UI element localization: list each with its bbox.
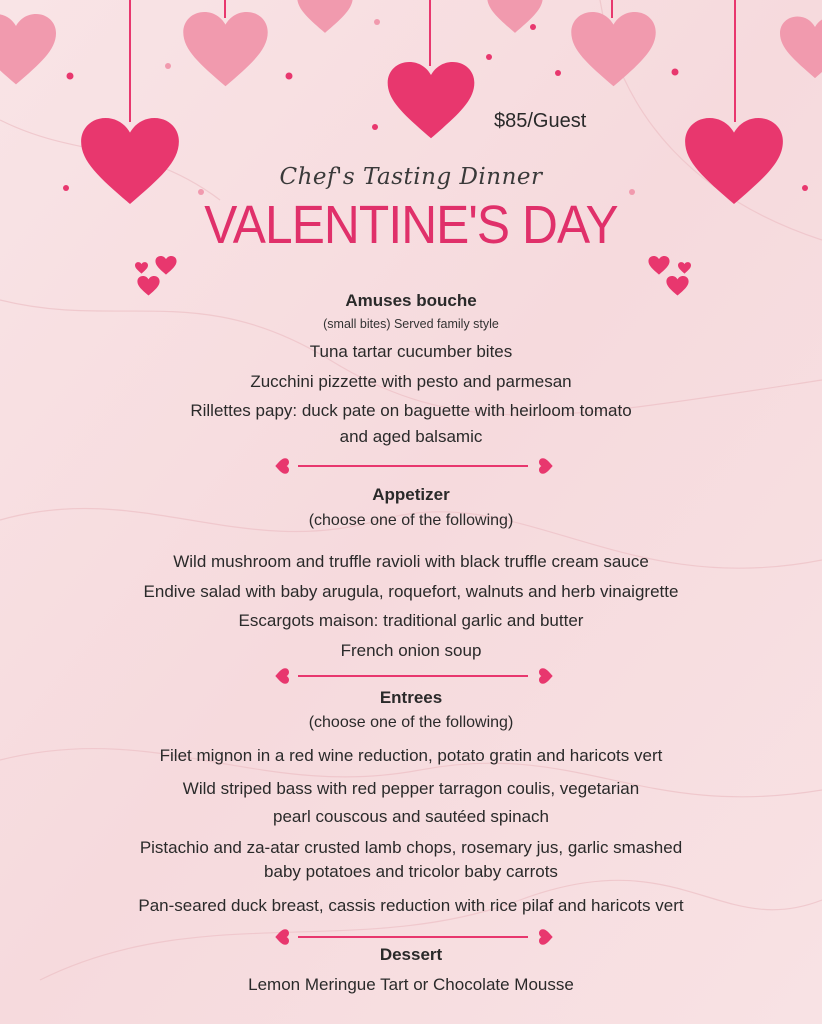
- menu-item: Endive salad with baby arugula, roquefort, walnuts and herb vinaigrette: [143, 582, 679, 601]
- section-heading-entrees: Entrees: [379, 688, 443, 707]
- menu-title: VALENTINE'S DAY: [204, 195, 618, 255]
- menu-item: Pistachio and za-atar crusted lamb chops, rosemary jus, garlic smashed: [139, 838, 683, 857]
- section-note-entrees: (choose one of the following): [308, 714, 514, 731]
- menu-item: Escargots maison: traditional garlic and butter: [238, 611, 584, 630]
- section-heading-amuses: Amuses bouche: [345, 291, 477, 310]
- section-heading-appetizer: Appetizer: [372, 485, 450, 504]
- menu-item: Zucchini pizzette with pesto and parmesan: [250, 372, 572, 391]
- divider-ornament: [270, 927, 560, 947]
- section-heading-dessert: Dessert: [379, 945, 443, 964]
- section-note-amuses: (small bites) Served family style: [323, 317, 499, 331]
- menu-item: Tuna tartar cucumber bites: [309, 342, 513, 361]
- menu-item: and aged balsamic: [339, 427, 483, 446]
- divider-ornament: [270, 666, 560, 686]
- menu-item: Rillettes papy: duck pate on baguette with heirloom tomato: [190, 401, 632, 420]
- menu-subtitle: Chef's Tasting Dinner: [279, 164, 543, 190]
- menu-title-wrap: [0, 194, 822, 256]
- menu-item: baby potatoes and tricolor baby carrots: [264, 862, 558, 881]
- menu-item: Wild striped bass with red pepper tarragon coulis, vegetarian: [182, 779, 640, 798]
- price-label: $85/Guest: [494, 110, 587, 132]
- menu-item: Wild mushroom and truffle ravioli with black truffle cream sauce: [173, 552, 649, 571]
- divider-ornament: [270, 456, 560, 476]
- menu-item: Filet mignon in a red wine reduction, potato gratin and haricots vert: [159, 746, 663, 765]
- menu-item: Pan-seared duck breast, cassis reduction with rice pilaf and haricots vert: [138, 896, 684, 915]
- menu-item: French onion soup: [340, 641, 482, 660]
- menu-item: Lemon Meringue Tart or Chocolate Mousse: [248, 975, 574, 994]
- section-note-appetizer: (choose one of the following): [308, 512, 514, 529]
- menu-item: pearl couscous and sautéed spinach: [273, 807, 549, 826]
